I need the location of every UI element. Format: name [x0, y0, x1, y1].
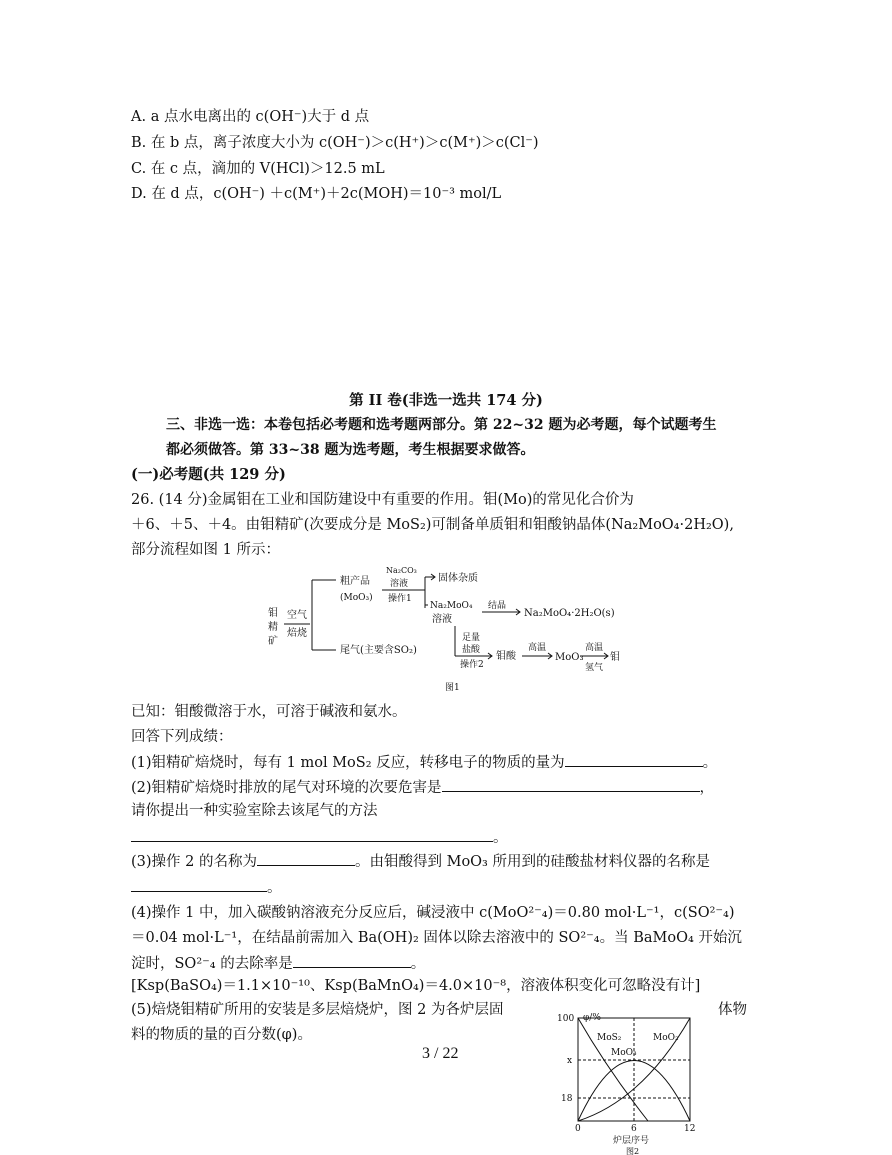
option-d: D. 在 d 点，c(OH⁻) ＋c(M⁺)＋2c(MOH)＝10⁻³ mol/L	[131, 186, 502, 202]
q2-end-2: 。	[493, 830, 508, 846]
high-temp-2: 高温	[585, 643, 604, 653]
page-number: 3 / 22	[422, 1045, 459, 1062]
q3-mid: 。由钼酸得到 MoO₃ 所用到的硅酸盐材料仪器的名称是	[354, 854, 710, 870]
excess-label: 足量	[462, 633, 481, 643]
q1-end: 。	[702, 755, 718, 771]
moo2-label: MoO₂	[653, 1033, 679, 1043]
q4-text-3: 淀时，SO²⁻₄ 的去除率是	[131, 956, 293, 972]
q4-line-2: ＝0.04 mol·L⁻¹，在结晶前需加入 Ba(OH)₂ 固体以除去溶液中的 SO²⁻₄。当 BaMoO₄ 开始沉	[131, 930, 742, 946]
q2-method-blank[interactable]	[131, 826, 493, 842]
q3-end: 。	[267, 880, 282, 896]
q2-text: (2)钼精矿焙烧时排放的尾气对环境的次要危害是	[131, 780, 442, 796]
q26-line-1: 26. (14 分)金属钼在工业和国防建设中有重要的作用。钼(Mo)的常见化合价为	[131, 492, 634, 508]
section-intro-2: 都必须做答。第 33~38 题为选考题，考生根据要求做答。	[166, 442, 535, 458]
question-1	[131, 751, 717, 773]
moo3-label: MoO₃	[555, 652, 584, 663]
ore-char-1: 钼	[268, 608, 278, 619]
q3-line-2	[131, 876, 282, 898]
crude-label: 粗产品	[340, 576, 370, 587]
molybdic-acid-label: 钼酸	[496, 651, 516, 662]
y-tick-18: 18	[561, 1094, 573, 1104]
q3-answer-blank-1[interactable]	[257, 850, 355, 866]
hcl-label: 盐酸	[462, 645, 481, 655]
q26-line-2: ＋6、＋5、＋4。由钼精矿(次要成分是 MoS₂)可制备单质钼和钼酸钠晶体(Na₂MoO₄·2H₂O),	[131, 517, 734, 533]
q1-answer-blank[interactable]	[565, 751, 703, 767]
x-tick-0: 0	[575, 1124, 581, 1134]
ore-char-2: 精	[268, 622, 278, 633]
q4-line-4: [Ksp(BaSO₄)＝1.1×10⁻¹⁰、Ksp(BaMnO₄)＝4.0×10⁻⁸，溶液体积变化可忽略没有计]	[131, 978, 701, 994]
q5-line-1b: 体物	[718, 1002, 747, 1018]
section-intro-1: 三、非选一选：本卷包括必考题和选考题两部分。第 22~32 题为必考题，每个试题考生	[166, 417, 717, 433]
x-tick-6: 6	[631, 1124, 637, 1134]
y-tick-100: 100	[557, 1014, 575, 1024]
figure-2-caption: 图2	[626, 1147, 640, 1155]
q2-line-2: 请你提出一种实验室除去该尾气的方法	[131, 803, 378, 819]
option-a: A. a 点水电离出的 c(OH⁻)大于 d 点	[131, 109, 370, 125]
q4-line-3	[131, 952, 425, 974]
q1-text: (1)钼精矿焙烧时，每有 1 mol MoS₂ 反应，转移电子的物质的量为	[131, 755, 565, 771]
question-2	[131, 776, 714, 798]
crude-formula: (MoO₃)	[340, 593, 373, 603]
q3-text: (3)操作 2 的名称为	[131, 854, 257, 870]
op2-label: 操作2	[460, 660, 484, 670]
q26-line-3: 部分流程如图 1 所示：	[131, 542, 280, 558]
chart-xlabel: 炉层序号	[613, 1136, 650, 1146]
chart-ylabel: φ/%	[583, 1013, 601, 1023]
product-label: Na₂MoO₄·2H₂O(s)	[524, 608, 615, 619]
na2co3-label: Na₂CO₃	[386, 566, 417, 575]
q5-line-2: 料的物质的量的百分数(φ)。	[131, 1027, 312, 1043]
air-label: 空气	[287, 610, 307, 621]
tailgas-label: 尾气(主要含SO₂)	[340, 645, 417, 656]
solid-impurity: 固体杂质	[438, 573, 478, 584]
y-tick-x: x	[567, 1056, 573, 1066]
figure-2-chart	[553, 1010, 713, 1155]
x-tick-12: 12	[684, 1124, 696, 1134]
section-title: 第 II 卷(非选一选共 174 分)	[349, 392, 543, 409]
part-1-title: (一)必考题(共 129 分)	[131, 466, 286, 483]
question-3	[131, 850, 710, 872]
hydrogen-label: 氢气	[585, 663, 604, 673]
option-c: C. 在 c 点，滴加的 V(HCl)＞12.5 mL	[131, 161, 385, 177]
q5-line-1a: (5)焙烧钼精矿所用的安装是多层焙烧炉，图 2 为各炉层固	[131, 1002, 504, 1018]
q2-method-line	[131, 826, 508, 848]
q2-answer-blank[interactable]	[442, 776, 700, 792]
roast-label: 焙烧	[287, 628, 307, 639]
q4-answer-blank[interactable]	[293, 952, 411, 968]
q2-end: ，	[699, 780, 715, 796]
q4-line-1: (4)操作 1 中，加入碳酸钠溶液充分反应后，碱浸液中 c(MoO²⁻₄)＝0.80 mol·L⁻¹，c(SO²⁻₄)	[131, 905, 735, 921]
high-temp-1: 高温	[528, 643, 547, 653]
mos2-label: MoS₂	[597, 1033, 622, 1043]
moo3-label: MoO₃	[611, 1048, 637, 1058]
figure-1-caption: 图1	[445, 683, 460, 693]
na2co3-solution: 溶液	[390, 579, 409, 589]
option-b: B. 在 b 点，离子浓度大小为 c(OH⁻)＞c(H⁺)＞c(M⁺)＞c(Cl⁻)	[131, 135, 539, 151]
op1-label: 操作1	[388, 594, 412, 604]
na2moo4-label: Na₂MoO₄	[430, 601, 473, 611]
crystallize-label: 结晶	[488, 601, 507, 611]
figure-1-flowchart	[260, 560, 660, 695]
ore-char-3: 矿	[268, 636, 278, 647]
answer-prompt: 回答下列成绩：	[131, 729, 233, 745]
q3-answer-blank-2[interactable]	[131, 876, 267, 892]
na2moo4-solution: 溶液	[432, 614, 452, 625]
mo-product-label: 钼	[610, 652, 620, 663]
q4-end: 。	[410, 956, 426, 972]
known-info: 已知：钼酸微溶于水，可溶于碱液和氨水。	[131, 704, 407, 720]
